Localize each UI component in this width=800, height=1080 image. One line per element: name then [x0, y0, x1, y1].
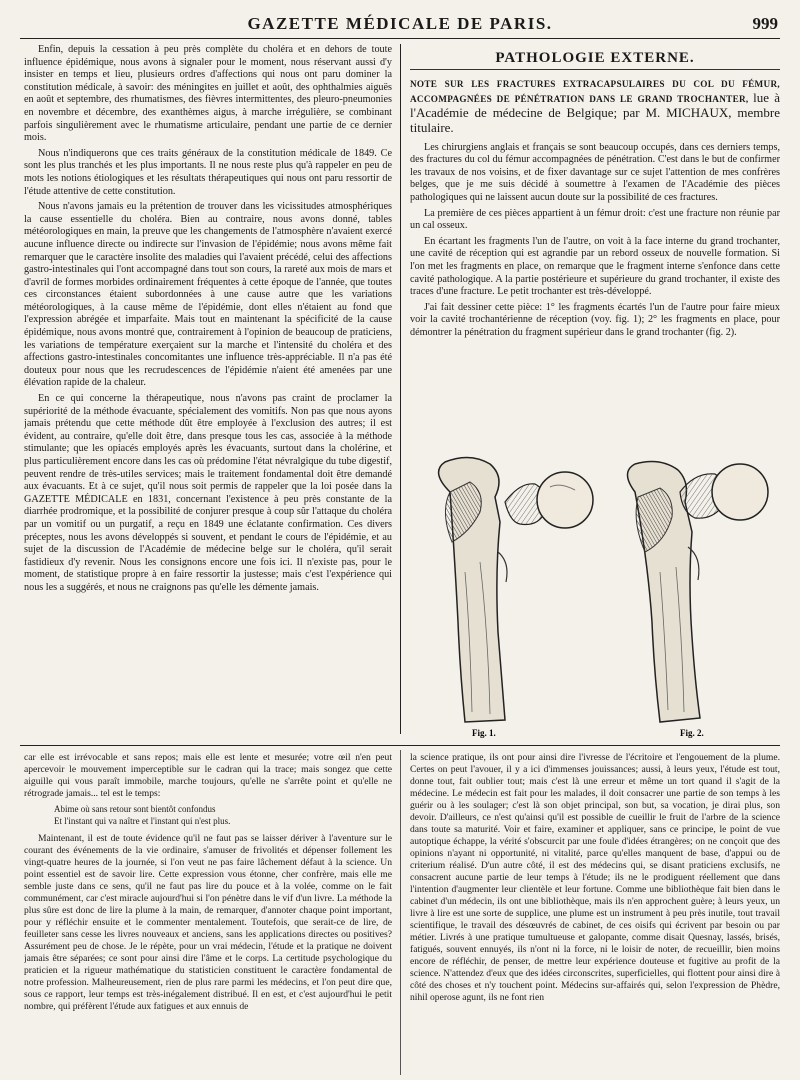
- paragraph: Enfin, depuis la cessation à peu près complète du choléra et en dehors de toute influence épidémique, nous avons à signaler pour le moment, nous réservant aussi d'y insister en temps et lieu, plusieurs ordres d'affections qui nous ont paru dominer la constitution médicale, à savoir: des méningites en juillet et août, des ophthalmies aiguës en août et septembre, des rhumatismes, des fièvres intermittentes, des pleuro-pneumonies en novembre et décembre, des exanthèmes aigus, à marche irrégulière, se combinant parfois singulièrement avec le rhumatisme articulaire, pendant une partie de ce dernier mois.: [24, 44, 392, 144]
- journal-title: GAZETTE MÉDICALE DE PARIS.: [247, 14, 553, 33]
- header-rule: [20, 38, 780, 39]
- verse-quote: [54, 803, 392, 827]
- paragraph: Maintenant, il est de toute évidence qu'il ne faut pas se laisser dériver à l'aventure sur le courant des événements de la vie ordinaire, s'amuser de frivolités et dépenser follement les vingt-quatre heures de la journée, si l'on veut ne pas faire lâchement défaut à la science. Un point essentiel est de savoir lire. Cette expression vous étonne, cher confrère, mais elle me semble juste dans ce sens, qu'il ne faut pas lire du pouce et à la volée, comme on le fait communément, car c'est miracle aujourd'hui si l'on pénètre dans le vif d'un livre. La méthode la plus sûre est donc de lire la plume à la main, de remarquer, d'annoter chaque point important, pour y réfléchir ensuite et le commenter mentalement. Toutefois, que serait-ce de lire, de feuilleter sans cesse les livres nouveaux et anciens, sans les applications directes ou positives? Assurément peu de chose. Je le répète, pour un vrai médecin, l'étude et la pratique ne doivent jamais être séparées; ce sont pour ainsi dire l'âme et le corps. La certitude psychologique du praticien et la rigueur mathématique du statisticien constituent le caractère fondamental de notre profession. Malheureusement, rien de plus rare parmi les médecins, et l'on peut dire que, sous ce rapport, leur temps est très-inégalement distribué. Il en est, et c'est aujourd'hui le petit nombre, qui préfèrent l'étude aux fatigues et aux ennuis de: [24, 833, 392, 1012]
- article-title-caps: NOTE SUR LES FRACTURES EXTRACAPSULAIRES DU COL DU FÉMUR, ACCOMPAGNÉES DE PÉNÉTRATION DANS LE GRAND TROCHANTER,: [410, 78, 780, 104]
- paragraph: Nous n'indiquerons que ces traits généraux de la constitution médicale de 1849. Ce sont les plus tranchés et les plus importants. Il ne nous reste plus qu'à rappeler en peu de mots les notions étiologiques et les résultats thérapeutiques qui nous ont paru ressortir de l'étude attentive de cette constitution.: [24, 147, 392, 197]
- paragraph: car elle est irrévocable et sans repos; mais elle est lente et mesurée; votre œil n'en peut apercevoir le mouvement imperceptible sur le cadran qui la trace; mais songez que cette aiguille qui vous paraît immobile, marche toujours, qu'elle ne s'arrête point et qu'elle ne rétrograde jamais... tel est le temps:: [24, 752, 392, 799]
- page-number: 999: [752, 14, 778, 33]
- figures: [410, 452, 780, 742]
- column-divider: [400, 44, 401, 734]
- bottom-column-divider: [400, 750, 401, 1075]
- left-column: [24, 44, 392, 724]
- article-title: [410, 78, 780, 136]
- paragraph: Les chirurgiens anglais et français se sont beaucoup occupés, dans ces derniers temps, des fractures du col du fémur accompagnées de pénétration. C'est dans le but de confirmer les travaux de nos voisins, et de fixer davantage sur ce sujet l'attention de mes confrères belges, que je me suis décidé à soumettre à l'examen de l'Académie des pièces pathologiques qui ne laissent aucun doute sur la possibilité de ces fractures.: [410, 141, 780, 203]
- figure-1-label: Fig. 1.: [472, 728, 496, 738]
- paragraph: En écartant les fragments l'un de l'autre, on voit à la face interne du grand trochanter, une cavité de réception qui est agrandie par un rebord osseux de nouvelle formation. Si l'on met les fragments en place, on remarque que le fragment interne s'enfonce dans cette cavité pathologique. A la partie postérieure et supérieure du grand trochanter, il existe des traces d'une fracture. Le petit trochanter est très-développé.: [410, 235, 780, 298]
- figure-2-label: Fig. 2.: [680, 728, 704, 738]
- paragraph: Nous n'avons jamais eu la prétention de trouver dans les vicissitudes atmosphériques la cause essentielle du choléra. Bien au contraire, nous avons donné, tables météorologiques en main, la preuve que les changements de l'atmosphère n'avaient exercé aucune influence directe ou indirecte sur l'invasion de l'épidémie; nous avons même fait remarquer que le caractère insolite des maladies qui l'avaient précédé, celui des affections gastro-intestinales qui l'ont accompagné dans tout son cours, la rareté aux mois de mars et d'avril de formes morbides ordinairement fréquentes à cette époque de l'année, que toutes ces circonstances étaient subordonnées à une cause autre que les variations météorologiques, à la cause même de l'épidémie, dont elles n'étaient au fond que l'expression abrégée et imparfaite. Mais tout en maintenant la spécificité de la cause épidémique, nous avons montré que, contrairement à l'opinion de beaucoup de praticiens, les variations de température exerçaient sur la marche et l'intensité du choléra et des affections gastro-intestinales concomitantes une influence très-appréciable. Il n'a pas été douteux pour nous que les recrudescences de l'épidémie n'aient été amenées par une élévation rapide de la chaleur.: [24, 201, 392, 389]
- paragraph: la science pratique, ils ont pour ainsi dire l'ivresse de l'écritoire et l'engouement de la plume. Certes on peut l'avouer, il y a ici d'immenses jouissances; aussi, à leurs yeux, l'étude est tout, donne tout, fait oublier tout; mais c'est là une erreur et même un tort quand il s'agit de la médecine. Le médecin est fait pour les malades, il doit consacrer une partie de son temps à les guérir ou à les soulager; c'est là son objet principal, son but, sa vocation, je dirai plus, son devoir. D'ailleurs, ce n'est qu'ainsi qu'il est possible de cueillir le fruit de l'arbre de la science dans toute sa maturité. Voir et faire, examiner et appliquer, sans ce principe, le point de vue autoptique échappe, la vérité s'obscurcit par une foule d'idées étrangères; on ne conçoit que des opinions n'ayant ni opportunité, ni vitalité, parce qu'elles manquent de base, d'appui ou de criterium réalisé. D'un autre côté, il est des médecins qui, se disant praticiens exclusifs, ne consacrent aucune partie de leur temps à l'étude; ils ne le prodiguent réellement que dans l'intention d'augmenter leur clientèle et leur fortune. Comme une bibliothèque fait bien dans le cabinet d'un médecin, ils ont une bibliothèque, mais ils n'en approchent guère; à leurs yeux, un livre à lire est une sorte de supplice, une plume est un instrument à peu près inutile, tout travail scientifique, le travail des désœuvrés de cabinet, de ces oisifs qui écrivent par besoin ou par métier. Livrés à une pratique tumultueuse et galopante, comme disait Quesnay, lassés, brisés, fatigués, souvent ennuyés, ils n'ont ni la force, ni le loisir de noter, de recueillir, bien moins encore de réfléchir, de penser, de mettre leur expérience douteuse et fugitive au profit de la science. N'attendez d'eux que des idées circonscrites, superficielles, qui flottent pour ainsi dire à côté des choses et n'y touchent point. Médecins sur-affairés qui, selon l'expression de Phèdre, nihil operose agunt, ils ne font rien: [410, 752, 780, 1003]
- section-rule: [20, 745, 780, 746]
- article-title-rest: lue à l'Académie de médecine de Belgique; par M. MICHAUX, membre titulaire.: [410, 89, 780, 135]
- feuilleton-left: [24, 752, 392, 1077]
- verse-line: Abime où sans retour sont bientôt confondus: [54, 804, 216, 814]
- paragraph: La première de ces pièces appartient à un fémur droit: c'est une fracture non réunie par un cal osseux.: [410, 207, 780, 232]
- verse-line: Et l'instant qui va naître et l'instant qui n'est plus.: [54, 816, 231, 826]
- paragraph: J'ai fait dessiner cette pièce: 1° les fragments écartés l'un de l'autre pour faire mieux voir la cavité trochantérienne de réception (voy. fig. 1); 2° les fragments en place, pour démontrer la pénétration du fragment supérieur dans le grand trochanter (fig. 2).: [410, 301, 780, 338]
- section-title: PATHOLOGIE EXTERNE.: [410, 52, 780, 70]
- running-head: [0, 8, 800, 38]
- figure-1-femur: [439, 457, 593, 738]
- paragraph: En ce qui concerne la thérapeutique, nous n'avons pas craint de proclamer la supériorité de la méthode évacuante, spécialement des vomitifs. Non pas que nous ayons jamais prétendu que cette méthode dût être employée à l'exclusion des autres; il est évident, au contraire, qu'elle doit être, dans presque tous les cas, associée à la méthode stimulante; que les opiacés employés après les évacuants, surtout dans la cholérine, et plus particulièrement encore dans les cas où prédomine l'état névralgique du tube digestif, peuvent rendre de très-utiles services; mais le traitement fondamental doit être demandé aux évacuants. Et à ce sujet, qu'il nous soit permis de rappeler que la loi posée dans la GAZETTE MÉDICALE en 1831, concernant l'existence à peu près constante de la diarrhée prodromique, et la possibilité de conjurer presque à coup sûr l'attaque du choléra par un vomitif ou un purgatif, a reçu en 1849 une éclatante confirmation. Ces divers préceptes, nous les avons développés si souvent, et pendant le cours de l'épidémie, et au sujet de la discussion de l'Académie de médecine belge sur le choléra, qu'il serait fastidieux d'y revenir. Nous les consignons encore une fois ici. Il n'existe pas, pour le moment, de statistique propre à en faire ressortir la justesse; mais c'est l'expérience qui nous les a suggérés, et nous ne craignons pas qu'elle les démente jamais.: [24, 393, 392, 593]
- feuilleton-right: [410, 752, 780, 1077]
- figure-2-femur: [628, 462, 769, 738]
- femur-illustrations: [410, 452, 780, 742]
